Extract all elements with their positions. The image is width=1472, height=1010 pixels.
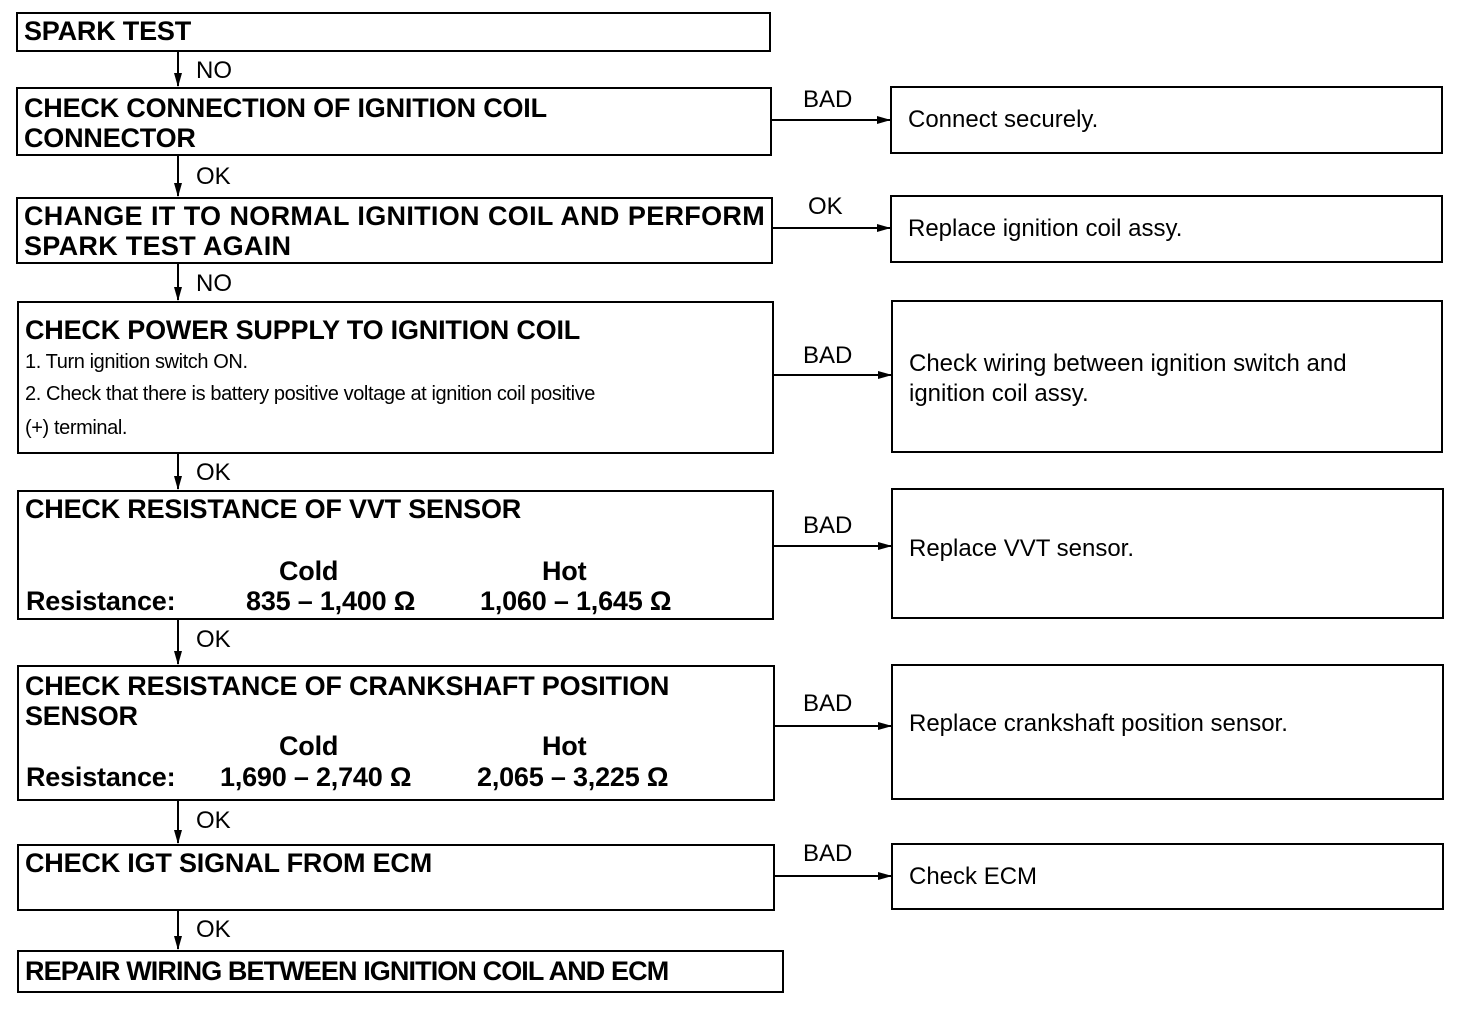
step-title: SPARK TEST [24,16,192,46]
value-cold: 1,690 – 2,740 Ω [220,762,412,792]
down-label-4: OK [196,459,231,486]
down-label-3: NO [196,270,232,297]
col-header-cold: Cold [279,731,339,761]
step-instruction-3: (+) terminal. [25,417,128,439]
step-instruction-1: 1. Turn ignition switch ON. [25,351,248,373]
step-title: CHECK RESISTANCE OF VVT SENSOR [25,494,522,524]
resistance-table-vvt [19,492,774,620]
value-hot: 2,065 – 3,225 Ω [477,762,669,792]
down-label-6: OK [196,807,231,834]
step-change-coil [16,197,773,264]
value-hot: 1,060 – 1,645 Ω [480,586,672,616]
col-header-hot: Hot [542,731,587,761]
result-text: Check ECM [909,862,1038,890]
step-check-vvt-sensor [17,490,774,620]
branch-label-2: OK [808,193,843,220]
row-label-resistance: Resistance: [26,586,176,616]
down-label-5: OK [196,626,231,653]
result-replace-crankshaft-sensor [891,664,1444,800]
down-label-7: OK [196,916,231,943]
result-text: Replace ignition coil assy. [908,215,1183,242]
branch-label-4: BAD [803,512,853,539]
row-label-resistance: Resistance: [26,762,176,792]
step-title: CHECK POWER SUPPLY TO IGNITION COIL [25,315,581,345]
value-cold: 835 – 1,400 Ω [246,586,416,616]
resistance-table-crankshaft [19,667,775,801]
result-replace-vvt-sensor [891,488,1444,619]
result-text: Replace crankshaft position sensor. [909,710,1288,737]
step-repair-wiring [17,950,784,993]
step-title: REPAIR WIRING BETWEEN IGNITION COIL AND ECM [25,956,669,986]
result-text: Check wiring between ignition switch and ignition coil assy. [909,350,1347,407]
step-title: CHECK IGT SIGNAL FROM ECM [25,848,433,878]
step-check-crankshaft-sensor [17,665,775,801]
down-label-1: NO [196,57,232,84]
step-spark-test [16,12,771,52]
result-check-wiring-ignition-switch [891,300,1443,453]
result-text: Connect securely. [908,106,1099,133]
step-title: CHECK CONNECTION OF IGNITION COIL CONNECTOR [24,93,547,153]
step-check-power-supply [17,301,774,454]
branch-label-1: BAD [803,86,853,113]
step-title: CHECK RESISTANCE OF CRANKSHAFT POSITION SENSOR [25,671,670,731]
result-check-ecm [891,843,1444,910]
result-connect-securely [890,86,1443,154]
result-replace-ignition-coil [890,195,1443,263]
col-header-cold: Cold [279,556,339,586]
branch-label-5: BAD [803,690,853,717]
step-check-igt-signal [17,844,775,911]
col-header-hot: Hot [542,556,587,586]
branch-label-6: BAD [803,840,853,867]
step-title: CHANGE IT TO NORMAL IGNITION COIL AND PERFORM SPARK TEST AGAIN [24,201,765,261]
step-instruction-2: 2. Check that there is battery positive voltage at ignition coil positive [25,383,596,405]
branch-label-3: BAD [803,342,853,369]
result-text: Replace VVT sensor. [909,534,1135,562]
step-check-connection [16,87,772,156]
down-label-2: OK [196,163,231,190]
